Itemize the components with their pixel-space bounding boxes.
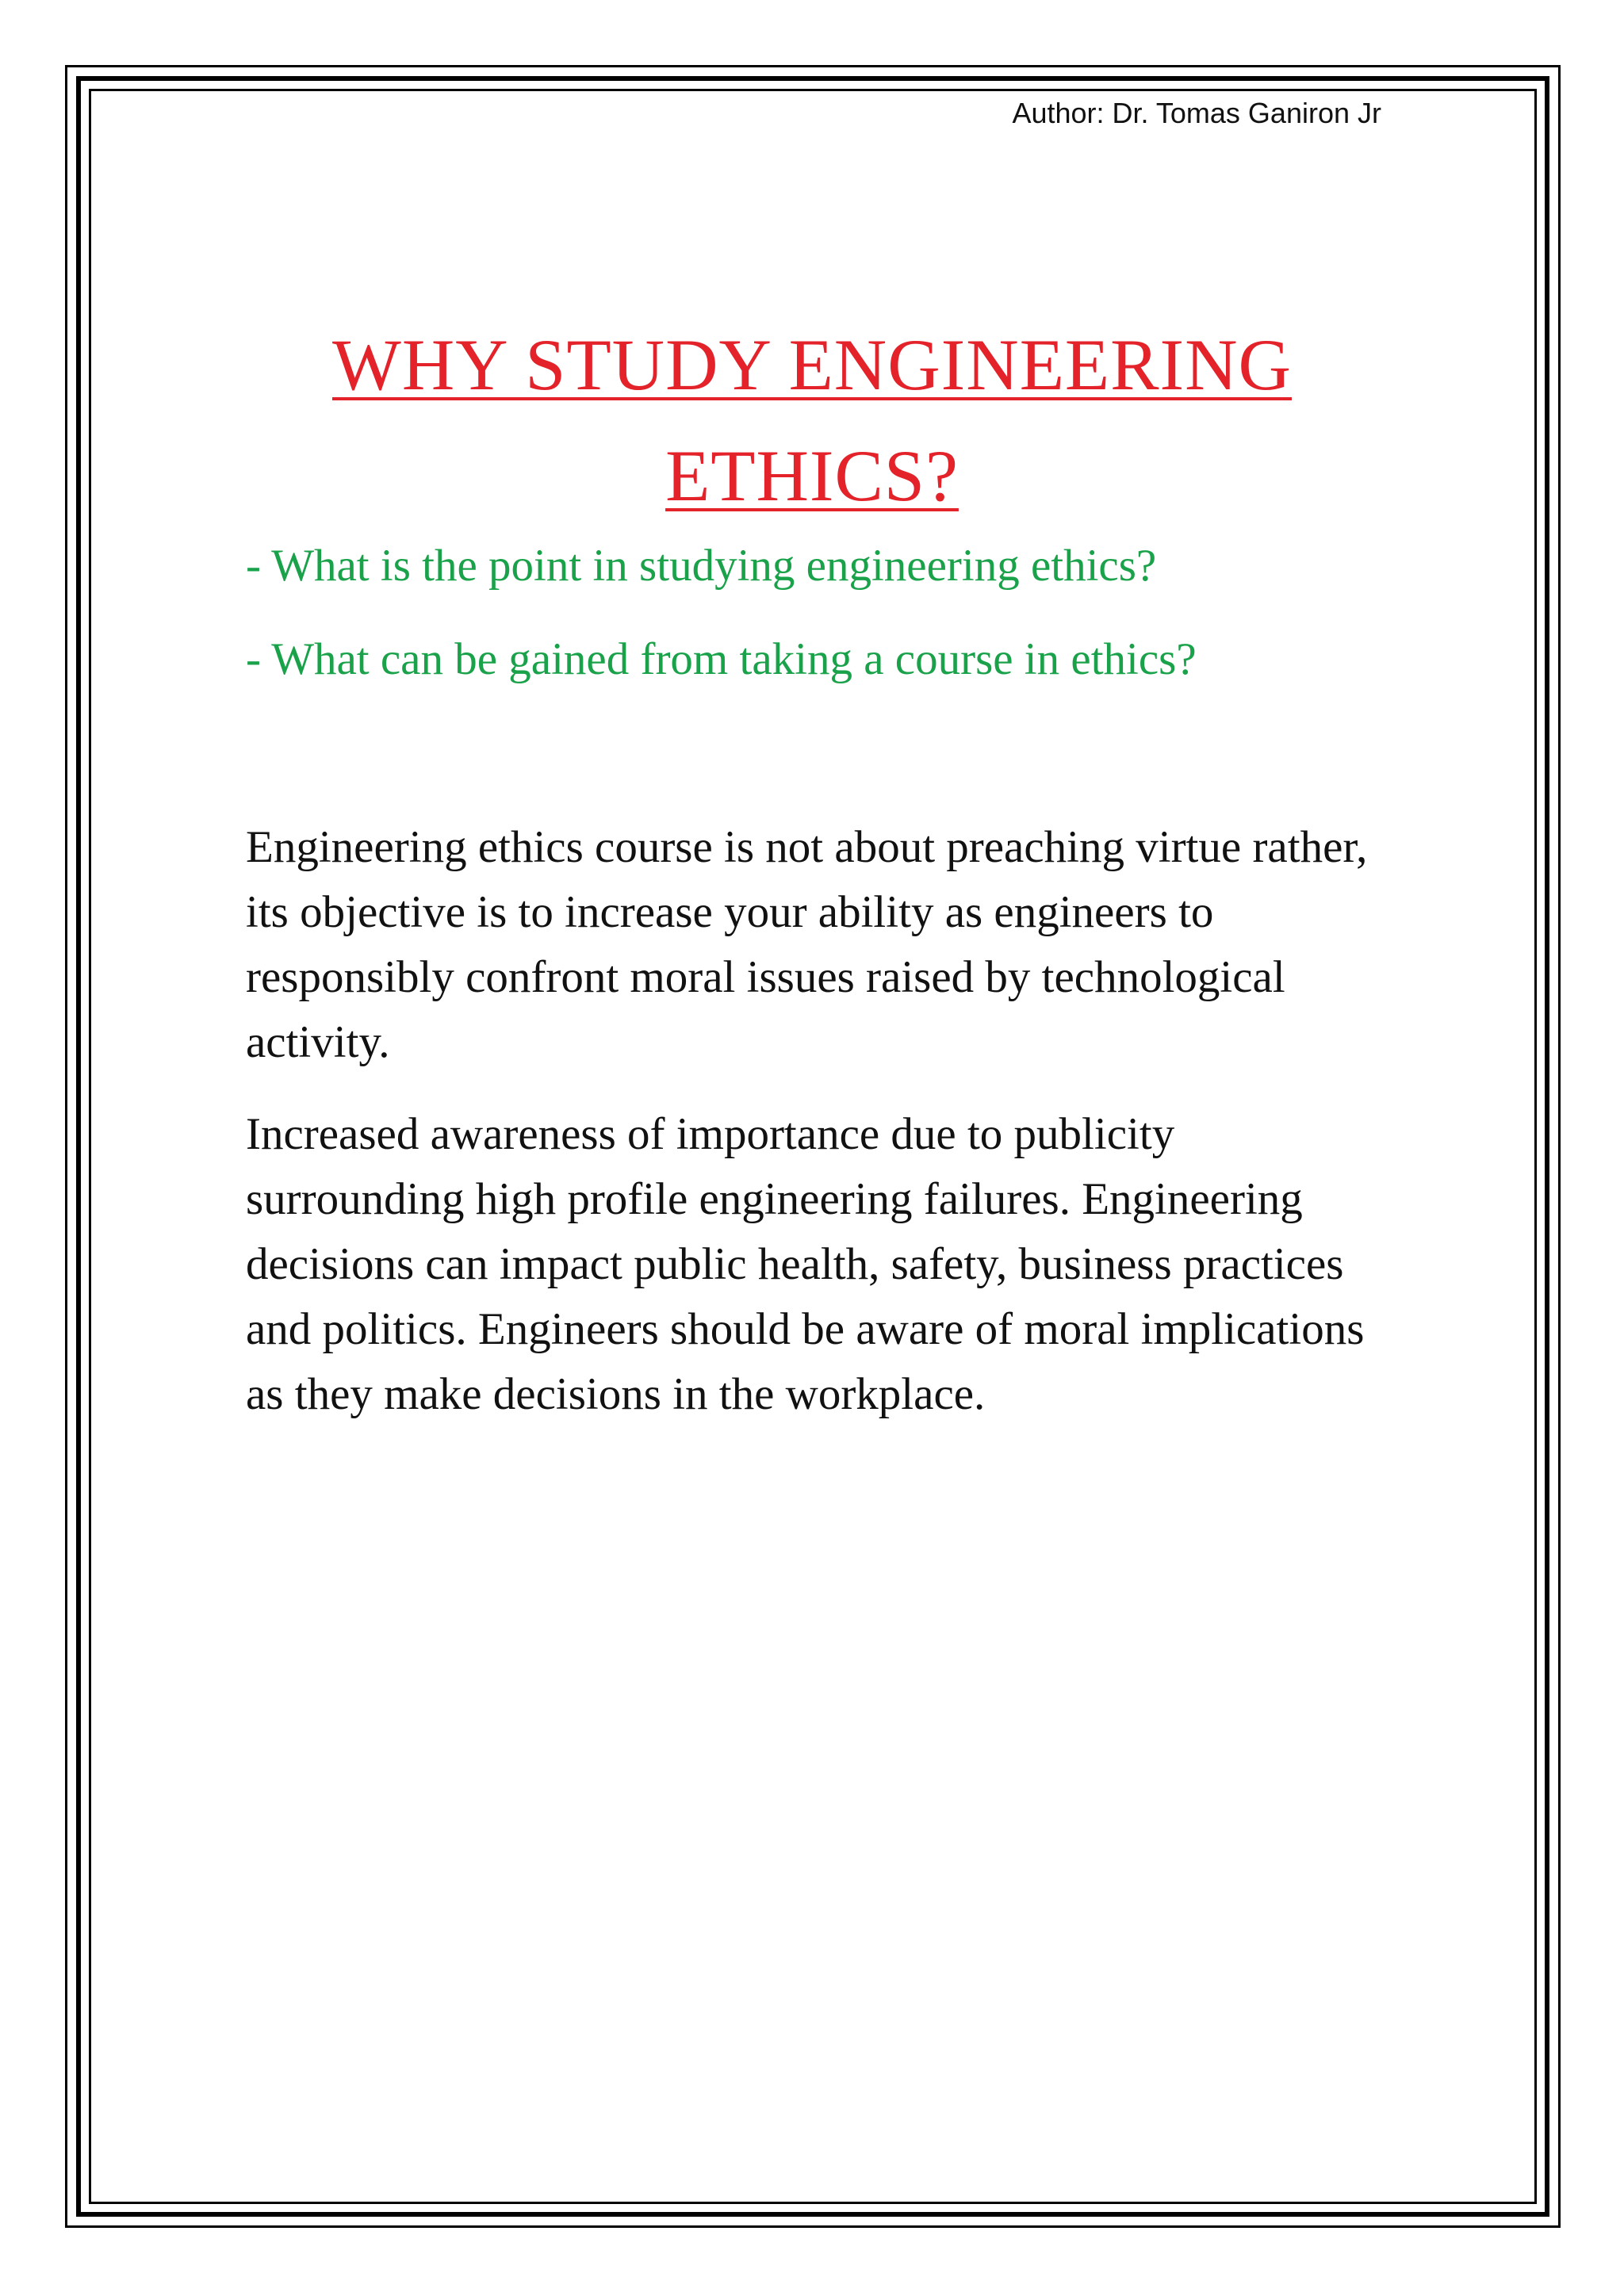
body-paragraph-2: Increased awareness of importance due to publicity surrounding high profile engineering failures. Engineering decisions can impact public health, safety, business practices and politics. Engineers should be aware of moral implications as they make decisions in the workplace.: [246, 1109, 1365, 1419]
question-1: - What is the point in studying engineering ethics?: [246, 541, 1157, 591]
page-title-line-2: ETHICS?: [665, 435, 959, 516]
page-title-line-1: WHY STUDY ENGINEERING: [332, 324, 1292, 405]
question-2: - What can be gained from taking a course in ethics?: [246, 634, 1197, 684]
author-credit: Author: Dr. Tomas Ganiron Jr: [1012, 97, 1381, 129]
body-paragraph-1: Engineering ethics course is not about preaching virtue rather, its objective is to increase your ability as engineers to responsibly confront moral issues raised by technological activity.: [246, 822, 1368, 1067]
